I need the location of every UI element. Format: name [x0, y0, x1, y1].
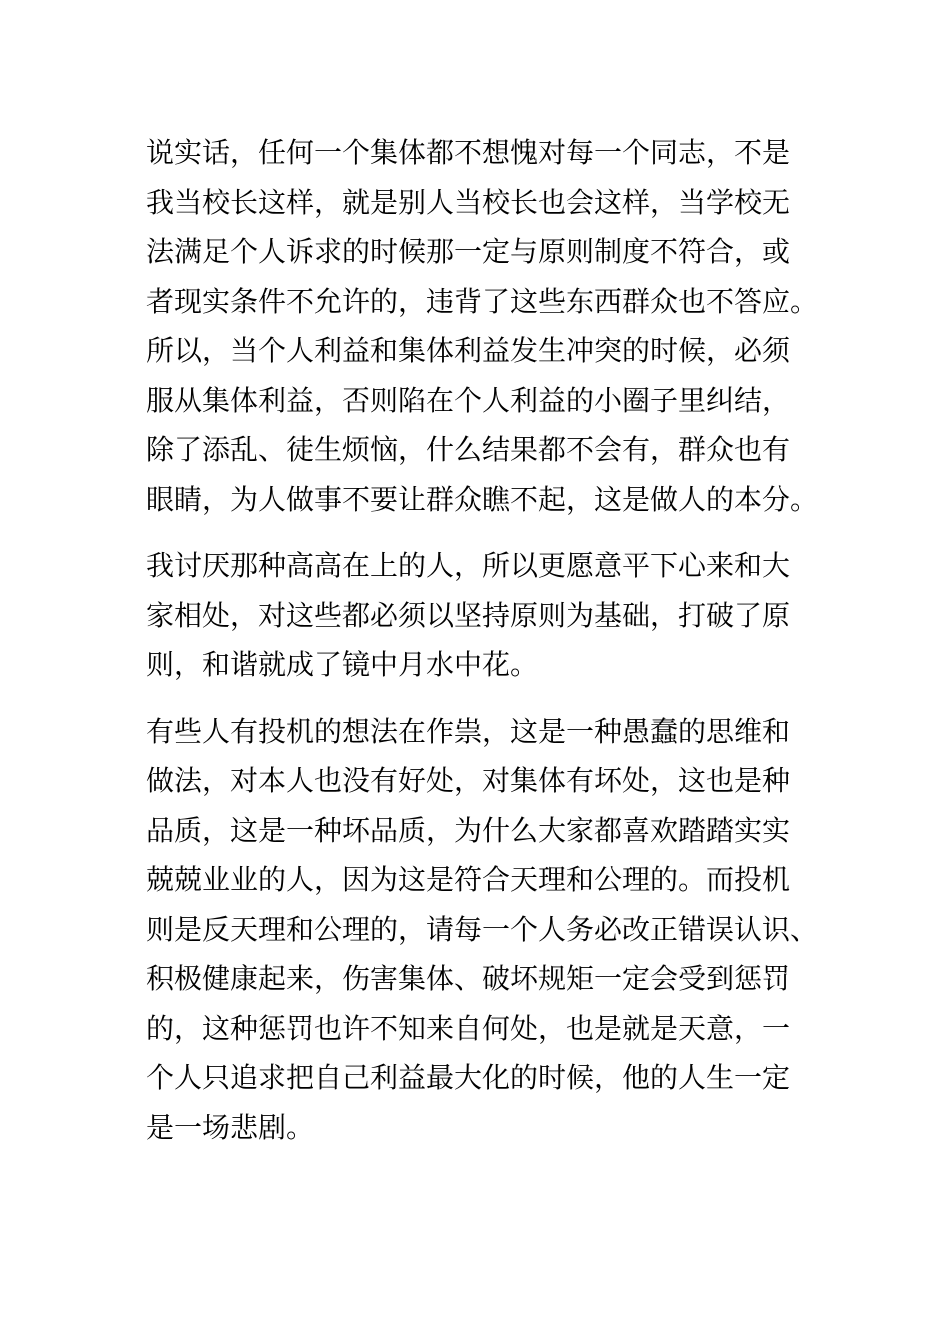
text-line: 有些人有投机的想法在作祟，这是一种愚蠢的思维和: [146, 714, 791, 748]
text-line: 说实话，任何一个集体都不想愧对每一个同志，不是: [146, 136, 791, 169]
text-line: 兢兢业业的人，因为这是符合天理和公理的。而投机: [146, 863, 791, 896]
text-line: 则是反天理和公理的，请每一个人务必改正错误认识、: [146, 912, 819, 946]
text-line: 的，这种惩罚也许不知来自何处，也是就是天意，一: [146, 1011, 791, 1045]
text-line: 品质，这是一种坏品质，为什么大家都喜欢踏踏实实: [146, 813, 791, 847]
text-line: 做法，对本人也没有好处，对集体有坏处，这也是种: [146, 764, 791, 797]
document-body: [146, 128, 826, 1169]
text-line: 所以，当个人利益和集体利益发生冲突的时候，必须: [146, 334, 791, 367]
text-line: 法满足个人诉求的时候那一定与原则制度不符合，或: [146, 235, 791, 268]
paragraph-2: [146, 541, 826, 690]
paragraph-3: [146, 707, 826, 1153]
text-line: 家相处，对这些都必须以坚持原则为基础，打破了原: [146, 598, 791, 632]
text-line: 是一场悲剧。: [146, 1110, 315, 1144]
text-line: 积极健康起来，伤害集体、破坏规矩一定会受到惩罚: [146, 962, 791, 995]
text-line: 我讨厌那种高高在上的人，所以更愿意平下心来和大: [146, 549, 791, 582]
text-line: 者现实条件不允许的，违背了这些东西群众也不答应。: [146, 284, 819, 318]
text-line: 除了添乱、徒生烦恼，什么结果都不会有，群众也有: [146, 433, 791, 466]
text-line: 服从集体利益，否则陷在个人利益的小圈子里纠结，: [146, 383, 791, 417]
text-line: 则，和谐就成了镜中月水中花。: [146, 648, 539, 681]
text-line: 眼睛，为人做事不要让群众瞧不起，这是做人的本分。: [146, 482, 819, 516]
text-line: 个人只追求把自己利益最大化的时候，他的人生一定: [146, 1061, 791, 1094]
paragraph-1: [146, 128, 826, 524]
text-line: 我当校长这样，就是别人当校长也会这样，当学校无: [146, 185, 791, 219]
